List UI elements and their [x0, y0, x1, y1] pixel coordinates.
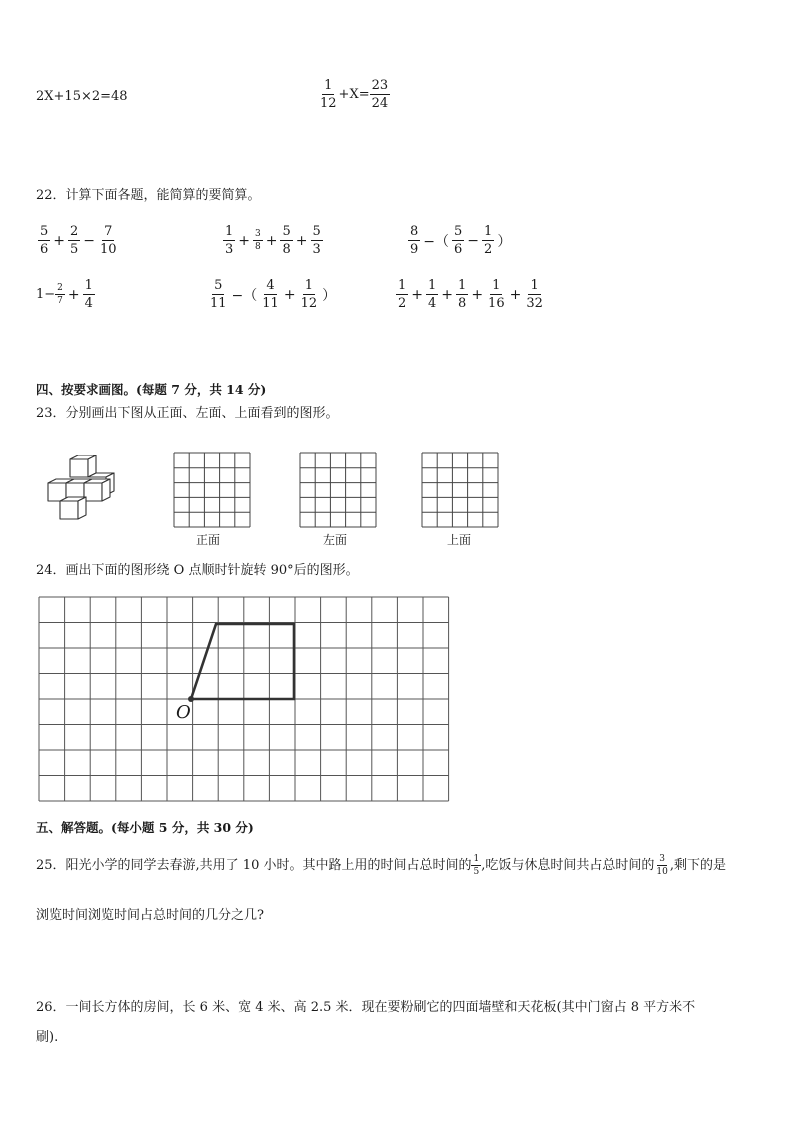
fraction: $\frac{5}{8}$ [282, 224, 291, 257]
operator: ） [322, 287, 337, 304]
equation-2-middle: +X= [338, 86, 370, 102]
fraction: $\frac{1}{8}$ [458, 278, 467, 311]
top-view-label: 上面 [447, 533, 472, 547]
operator: + [67, 286, 80, 303]
fraction: $\frac{1}{12}$ [300, 278, 318, 311]
fraction: $\frac{8}{9}$ [410, 224, 419, 257]
front-view-grid [172, 451, 252, 529]
expression-5 [208, 278, 339, 311]
fraction: $\frac{5}{6}$ [40, 224, 49, 257]
fraction: $\frac{2}{5}$ [70, 224, 79, 257]
fraction: $\frac{3}{10}$ [656, 854, 668, 877]
equation-2 [318, 78, 390, 111]
top-view-grid [420, 451, 500, 529]
operator: + [411, 286, 424, 303]
operator: −（ [423, 233, 450, 250]
question-23-title: 23．分别画出下图从正面、左面、上面看到的图形。 [36, 406, 339, 421]
question-26-line2: 刷). [36, 1030, 59, 1045]
operator: − [83, 232, 96, 249]
front-view-label: 正面 [196, 533, 221, 547]
fraction: $\frac{1}{5}$ [473, 854, 480, 877]
operator: + [238, 232, 251, 249]
left-view-label: 左面 [323, 533, 348, 547]
fraction: $\frac{1}{12}$ [320, 78, 337, 111]
fraction: $\frac{23}{24}$ [371, 78, 389, 111]
question-25-line1 [36, 854, 726, 877]
expression-2 [223, 224, 323, 257]
left-view-grid [298, 451, 378, 529]
expression-1 [38, 224, 119, 257]
question-25-text: ,剩下的是 [669, 857, 726, 873]
operator: + [471, 286, 484, 303]
operator: −（ [231, 287, 258, 304]
rotation-grid [38, 596, 450, 806]
operator: − [467, 232, 480, 249]
fraction: $\frac{1}{4}$ [428, 278, 437, 311]
equation-1: 2X+15×2=48 [36, 89, 128, 104]
fraction: $\frac{1}{16}$ [488, 278, 505, 311]
fraction: $\frac{1}{2}$ [484, 224, 493, 257]
operator: + [509, 286, 522, 303]
fraction: $\frac{1}{3}$ [225, 224, 234, 257]
parallelogram-shape [191, 624, 294, 699]
expression-6 [396, 278, 545, 311]
fraction: $\frac{5}{3}$ [312, 224, 321, 257]
fraction: $\frac{5}{6}$ [454, 224, 463, 257]
operator: + [283, 286, 296, 303]
question-24-title: 24．画出下面的图形绕 O 点顺时针旋转 90°后的图形。 [36, 563, 359, 578]
operator: + [441, 286, 454, 303]
expression-lead: 1− [36, 286, 56, 302]
fraction: $\frac{4}{11}$ [262, 278, 279, 311]
expression-3 [408, 224, 514, 257]
operator: ） [497, 233, 512, 250]
question-25-line2: 浏览时间浏览时间占总时间的几分之几? [36, 908, 264, 923]
expression-4 [36, 278, 95, 311]
fraction: $\frac{1}{2}$ [398, 278, 407, 311]
fraction: $\frac{2}{7}$ [57, 283, 63, 306]
question-26-line1: 26．一间长方体的房间，长 6 米、宽 4 米、高 2.5 米．现在要粉刷它的四面墙壁和天花板(其中门窗占 8 平方米不 [36, 1000, 696, 1015]
question-25-text: 25．阳光小学的同学去春游,共用了 10 小时。其中路上用的时间占总时间的 [36, 857, 472, 873]
operator: + [295, 232, 308, 249]
fraction: $\frac{1}{32}$ [526, 278, 543, 311]
operator: + [53, 232, 66, 249]
cube-stack-figure [40, 455, 124, 525]
operator: + [265, 232, 278, 249]
fraction: $\frac{5}{11}$ [210, 278, 227, 311]
point-o-label: O [176, 702, 191, 723]
section-5-heading: 五、解答题。(每小题 5 分，共 30 分) [36, 820, 254, 835]
fraction: $\frac{3}{8}$ [255, 229, 261, 252]
fraction: $\frac{1}{4}$ [84, 278, 93, 311]
section-4-heading: 四、按要求画图。(每题 7 分，共 14 分) [36, 382, 267, 397]
question-22-title: 22．计算下面各题，能简算的要简算。 [36, 188, 261, 203]
fraction: $\frac{7}{10}$ [100, 224, 117, 257]
question-25-text: ,吃饭与休息时间共占总时间的 [481, 857, 655, 873]
